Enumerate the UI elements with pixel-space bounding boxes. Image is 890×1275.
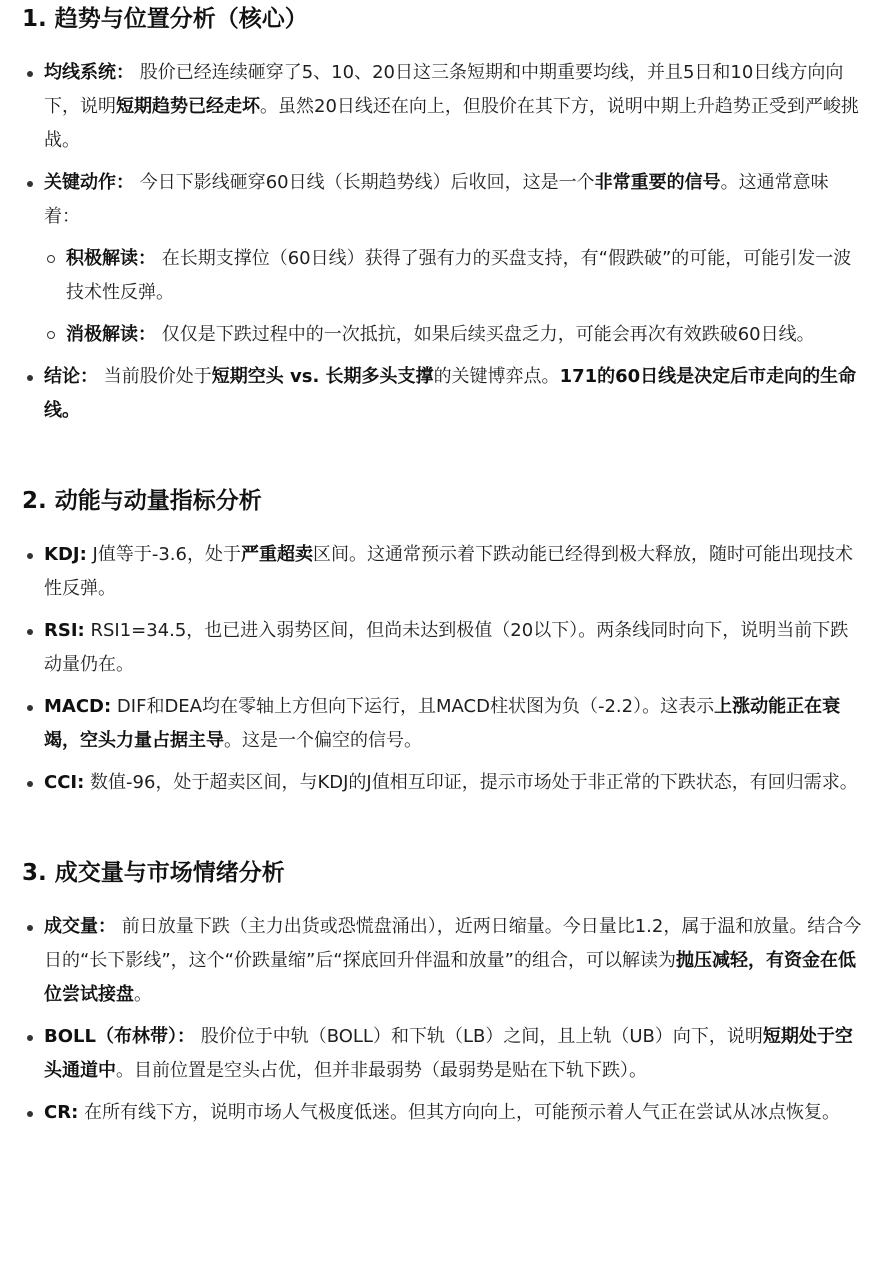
list-item-ma-system: [22, 56, 862, 158]
item-label: 结论：: [44, 366, 98, 387]
item-emphasis: 严重超卖: [240, 544, 313, 565]
item-emphasis: 抛压减轻，有资金在低位尝试接盘: [44, 950, 856, 1005]
item-text: DIF和DEA均在零轴上方但向下运行，且MACD柱状图为负（-2.2）。这表示: [111, 696, 715, 717]
item-label: RSI:: [44, 620, 85, 641]
item-label: KDJ:: [44, 544, 87, 565]
section-title: 3. 成交量与市场情绪分析: [22, 860, 285, 886]
bullet-list: [22, 910, 862, 1130]
item-text: 数值-96，处于超卖区间，与KDJ的J值相互印证，提示市场处于非正常的下跌状态，有回归需求。: [84, 772, 858, 793]
item-emphasis: 非常重要的信号: [594, 172, 721, 193]
item-text: 仅仅是下跌过程中的一次抵抗，如果后续买盘乏力，可能会再次有效跌破60日线。: [156, 324, 815, 345]
item-label: MACD:: [44, 696, 112, 717]
item-text: 股价位于中轨（BOLL）和下轨（LB）之间，且上轨（UB）向下，说明: [194, 1026, 763, 1047]
item-label: 成交量：: [44, 916, 116, 937]
list-item-boll: [22, 1020, 862, 1088]
item-emphasis: 短期空头 vs. 长期多头支撑: [211, 366, 434, 387]
item-text: 前日放量下跌（主力出货或恐慌盘涌出），近两日缩量。今日量比1.2，属于温和放量。结合今日的“长下影线”，这个“价跌量缩”后“探底回升伴温和放量”的组合，可以解读为: [44, 916, 862, 971]
item-emphasis: 上涨动能正在衰竭，空头力量占据主导: [44, 696, 841, 751]
bullet-list: [22, 56, 862, 428]
item-text: 。这是一个偏空的信号。: [224, 730, 422, 751]
item-label: CCI:: [44, 772, 85, 793]
list-item-cr: [22, 1096, 862, 1130]
item-label: CR:: [44, 1102, 79, 1123]
sub-bullet-list: [44, 242, 862, 352]
item-text: 今日下影线砸穿60日线（长期趋势线）后收回，这是一个: [134, 172, 595, 193]
item-label: 关键动作：: [44, 172, 134, 193]
item-text: 股价已经连续砸穿了5、10、20日这三条短期和中期重要均线，并且5日和10日线方向向下，说明: [44, 62, 844, 117]
sub-item-positive: [44, 242, 862, 310]
item-text: 当前股价处于: [98, 366, 212, 387]
list-item-macd: [22, 690, 862, 758]
item-text: RSI1=34.5，也已进入弱势区间，但尚未达到极值（20以下）。两条线同时向下，说明当前下跌动量仍在。: [44, 620, 849, 675]
item-text: 的关键博弈点。: [433, 366, 560, 387]
section-momentum: [22, 436, 862, 800]
bullet-list: [22, 538, 862, 800]
list-item-rsi: [22, 614, 862, 682]
list-item-key-action: [22, 166, 862, 352]
section-volume-sentiment: [22, 808, 862, 1130]
list-item-kdj: [22, 538, 862, 606]
section-title: 1. 趋势与位置分析（核心）: [22, 6, 308, 32]
item-label: 积极解读：: [66, 248, 156, 269]
item-text: 在长期支撑位（60日线）获得了强有力的买盘支持，有“假跌破”的可能，可能引发一波技术性反弹。: [66, 248, 852, 303]
item-label: BOLL（布林带）：: [44, 1026, 195, 1047]
item-label: 均线系统：: [44, 62, 134, 83]
item-text: 在所有线下方，说明市场人气极度低迷。但其方向向上，可能预示着人气正在尝试从冰点恢复。: [78, 1102, 840, 1123]
item-text: 区间。这通常预示着下跌动能已经得到极大释放，随时可能出现技术性反弹。: [44, 544, 853, 599]
item-emphasis: 171的60日线是决定后市走向的生命线。: [44, 366, 857, 421]
item-text: J值等于-3.6，处于: [86, 544, 241, 565]
item-emphasis: 短期处于空头通道中: [44, 1026, 853, 1081]
item-text: 。虽然20日线还在向上，但股价在其下方，说明中期上升趋势正受到严峻挑战。: [44, 96, 859, 151]
item-text: 。: [134, 984, 152, 1005]
list-item-volume: [22, 910, 862, 1012]
section-title: 2. 动能与动量指标分析: [22, 488, 262, 514]
item-text: 。目前位置是空头占优，但并非最弱势（最弱势是贴在下轨下跌）。: [116, 1060, 647, 1081]
item-label: 消极解读：: [66, 324, 156, 345]
list-item-cci: [22, 766, 862, 800]
item-text: 。这通常意味着：: [44, 172, 829, 227]
item-emphasis: 短期趋势已经走坏: [116, 96, 260, 117]
section-trend-position: [22, 0, 862, 428]
sub-item-negative: [44, 318, 862, 352]
list-item-conclusion: [22, 360, 862, 428]
